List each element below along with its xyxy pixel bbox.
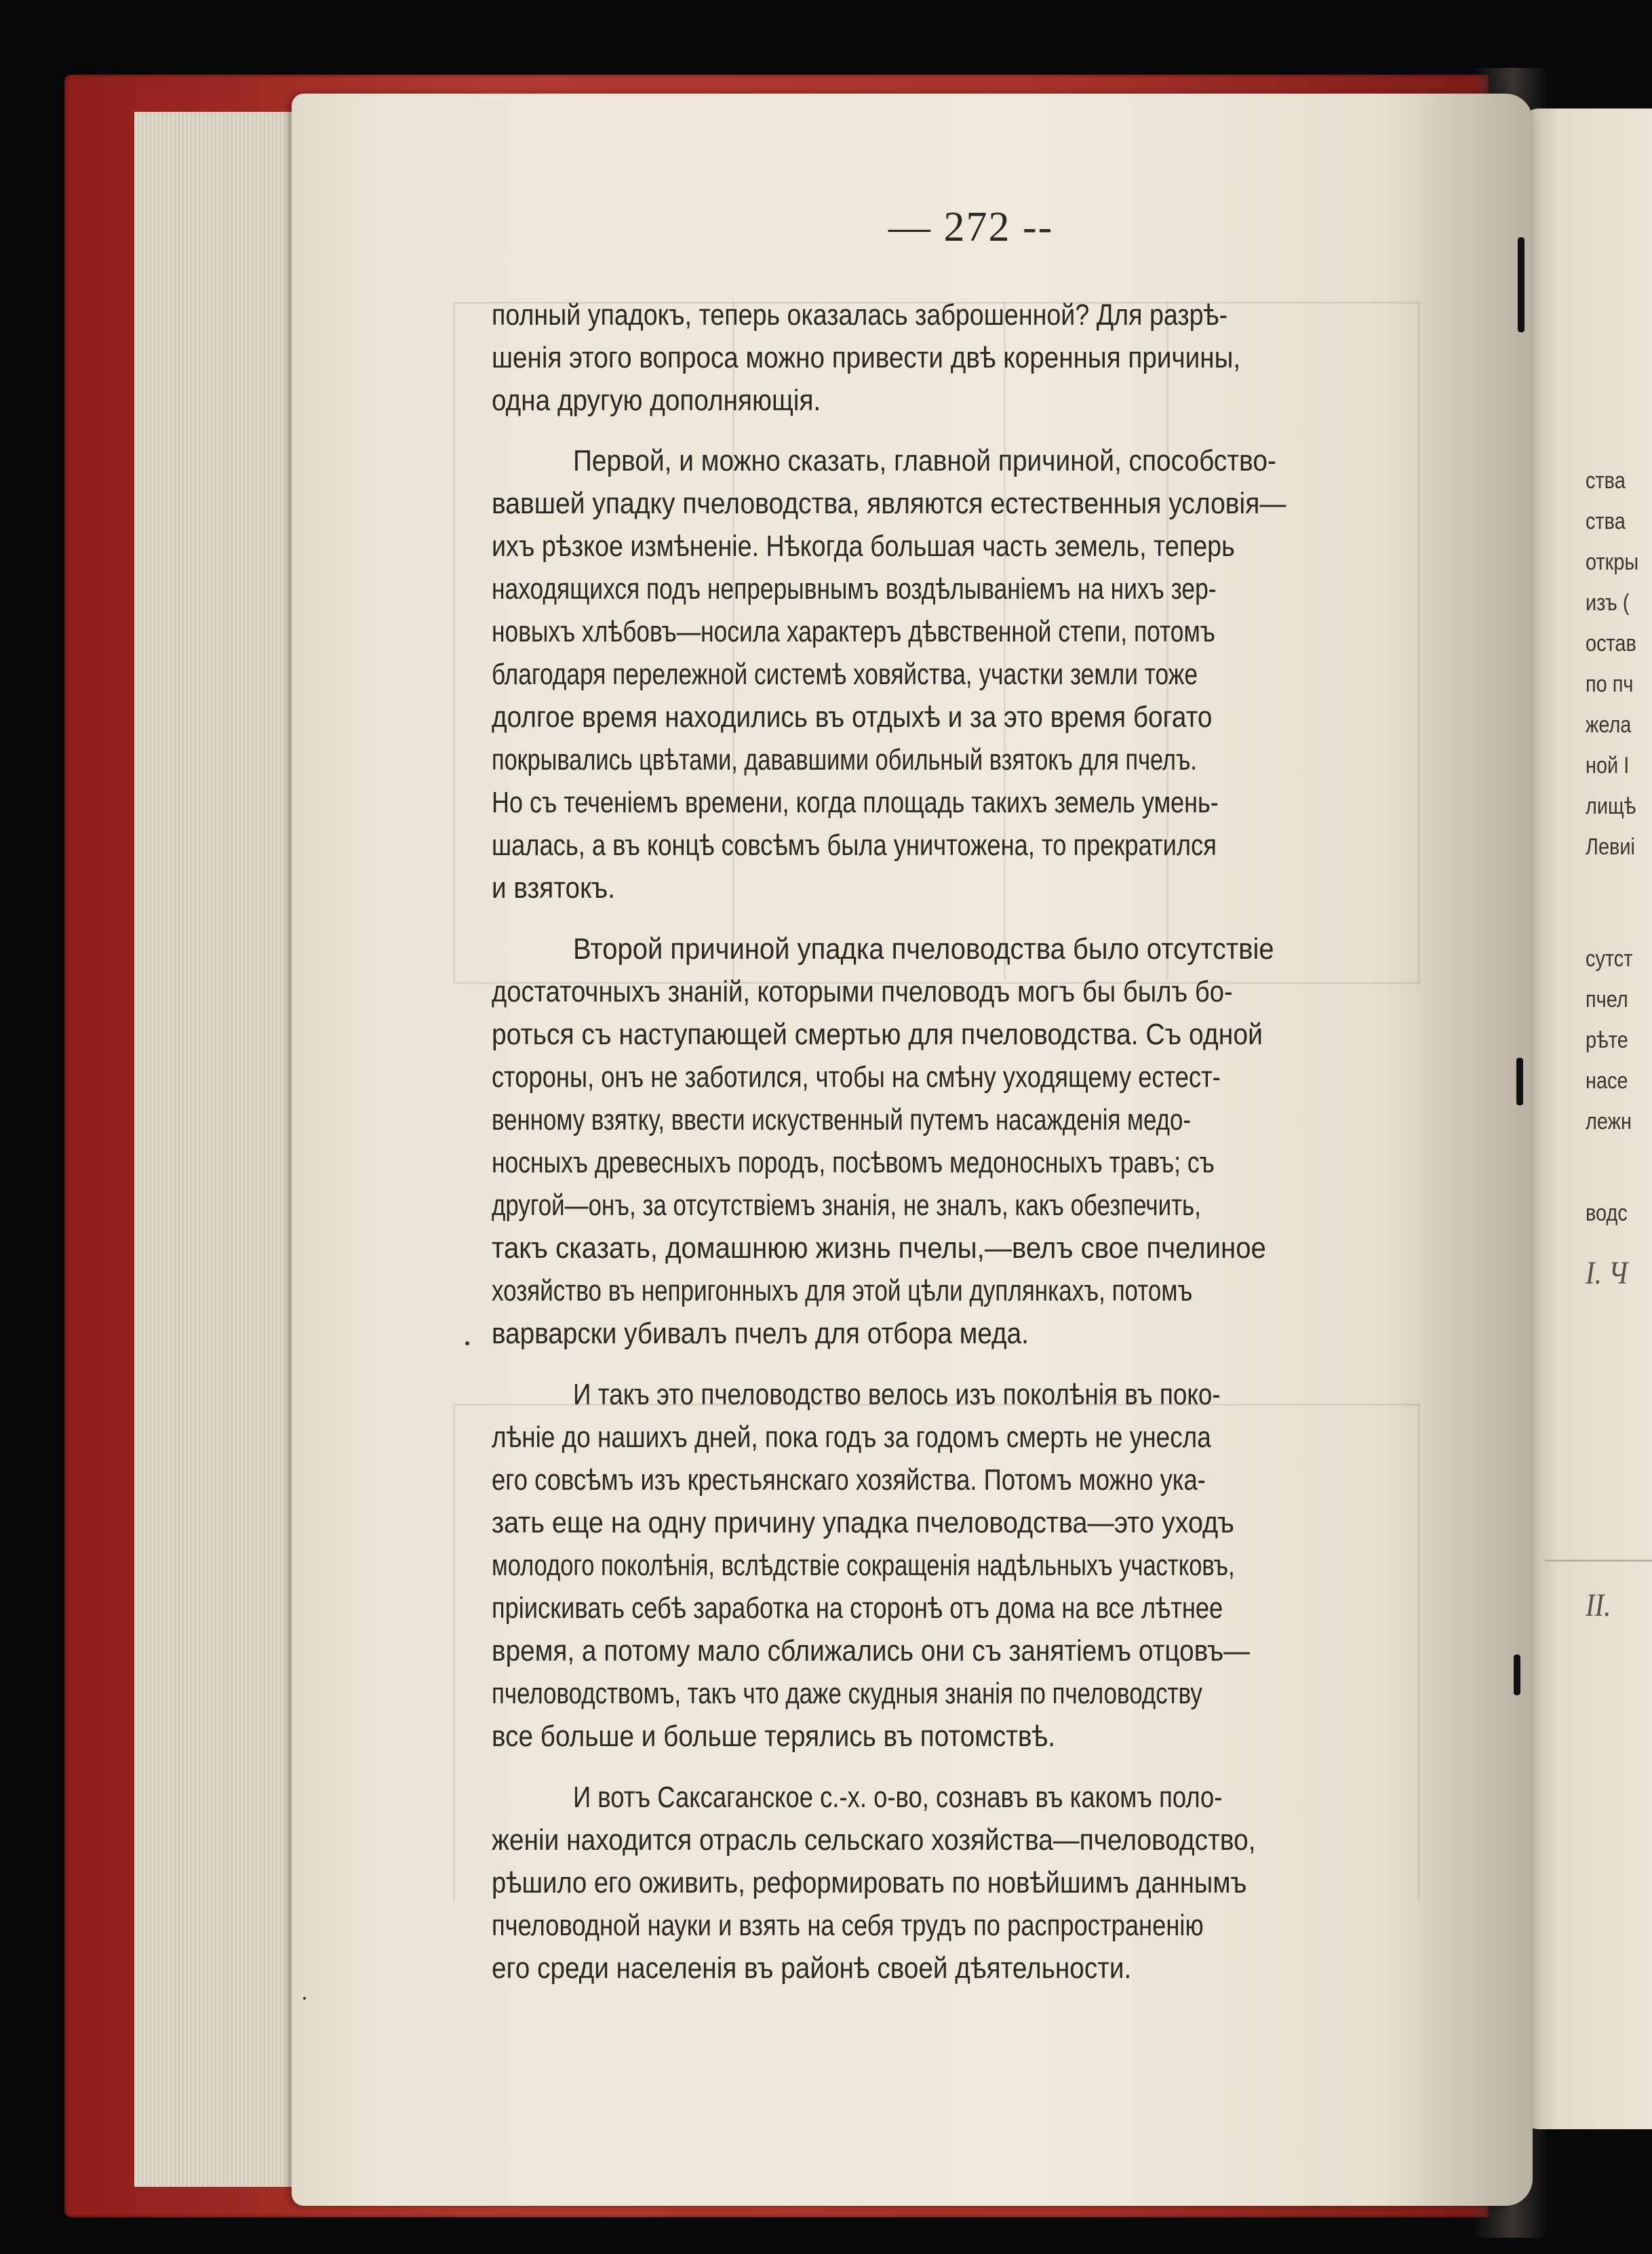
facing-page-fragment: по пч — [1586, 671, 1634, 697]
facing-page-fragment: водс — [1586, 1200, 1628, 1226]
ink-speck — [465, 1341, 469, 1345]
text-line: венному взятку, ввести искуственный путемъ насажденія медо- — [492, 1103, 1191, 1136]
text-line: одна другую дополняющія. — [492, 384, 821, 417]
text-line: новыхъ хлѣбовъ—носила характеръ дѣвственной степи, потомъ — [492, 615, 1215, 648]
gutter-mark — [1514, 1655, 1520, 1695]
facing-page-fragment: ства — [1586, 509, 1626, 534]
text-line: находящихся подъ непрерывнымъ воздѣлываніемъ на нихъ зер- — [492, 572, 1217, 606]
facing-page-fragment: ной I — [1586, 753, 1630, 778]
facing-page-fragment: остав — [1586, 631, 1636, 656]
text-line: И такъ это пчеловодство велось изъ поколѣнія въ поко- — [573, 1378, 1221, 1411]
text-line: вавшей упадку пчеловодства, являются естественныя условія— — [492, 487, 1286, 520]
text-line: его среди населенія въ районѣ своей дѣятельности. — [492, 1952, 1132, 1985]
text-line: варварски убивалъ пчелъ для отбора меда. — [492, 1317, 1029, 1350]
facing-page-fragment: откры — [1586, 549, 1639, 575]
facing-page-fragment: Левиі — [1586, 834, 1635, 860]
facing-page-fragment: сутст — [1586, 946, 1633, 972]
text-line: пріискивать себѣ заработка на сторонѣ отъ дома на все лѣтнее — [492, 1591, 1223, 1625]
text-line: все больше и больше терялись въ потомствѣ. — [492, 1720, 1056, 1753]
facing-page — [1525, 108, 1652, 2129]
gutter-mark — [1518, 237, 1525, 332]
text-line: такъ сказать, домашнюю жизнь пчелы,—велъ свое пчелиное — [492, 1231, 1266, 1265]
text-line: стороны, онъ не заботился, чтобы на смѣну уходящему естест- — [492, 1061, 1221, 1094]
text-line: ихъ рѣзкое измѣненіе. Нѣкогда большая часть земель, теперь — [492, 530, 1235, 563]
text-line: хозяйство въ непригонныхъ для этой цѣли дуплянкахъ, потомъ — [492, 1274, 1193, 1307]
text-line: лѣніе до нашихъ дней, пока годъ за годомъ смерть не унесла — [492, 1421, 1211, 1454]
text-line: его совсѣмъ изъ крестьянскаго хозяйства. Потомъ можно ука- — [492, 1463, 1206, 1497]
text-line: Первой, и можно сказать, главной причиной, способство- — [573, 444, 1276, 477]
facing-page-rule — [1545, 1560, 1652, 1562]
text-line: женіи находится отрасль сельскаго хозяйства—пчеловодство, — [492, 1823, 1256, 1857]
text-line: шалась, а въ концѣ совсѣмъ была уничтожена, то прекратился — [492, 829, 1217, 862]
facing-page-fragment: ства — [1586, 468, 1626, 494]
gutter-mark — [1516, 1058, 1523, 1105]
facing-page-fragment: лищѣ — [1586, 793, 1636, 819]
text-line: роться съ наступающей смертью для пчеловодства. Съ одной — [492, 1018, 1263, 1051]
text-line: молодого поколѣнія, вслѣдствіе сокращенія надѣльныхъ участковъ, — [492, 1549, 1235, 1582]
text-line: Но съ теченіемъ времени, когда площадь такихъ земель умень- — [492, 786, 1219, 819]
text-line: и взятокъ. — [492, 871, 615, 905]
text-line: рѣшило его оживить, реформировать по новѣйшимъ даннымъ — [492, 1866, 1247, 1899]
facing-page-roman-numeral: II. — [1586, 1587, 1611, 1623]
text-line: пчеловодной науки и взять на себя трудъ по распространенію — [492, 1909, 1204, 1942]
facing-page-fragment: насе — [1586, 1068, 1628, 1094]
page-edges — [134, 112, 311, 2187]
facing-page-fragment: лежн — [1586, 1109, 1632, 1134]
text-line: пчеловодствомъ, такъ что даже скудныя знанія по пчеловодству — [492, 1677, 1202, 1710]
facing-page-fragment: рѣте — [1586, 1027, 1628, 1053]
facing-page-fragment: пчел — [1586, 987, 1628, 1012]
facing-page-fragment: изъ ( — [1586, 590, 1630, 616]
text-line: достаточныхъ знаній, которыми пчеловодъ могъ бы былъ бо- — [492, 975, 1233, 1008]
ink-speck — [303, 1997, 306, 2000]
text-line: Второй причиной упадка пчеловодства было отсутствіе — [573, 932, 1274, 966]
text-line: полный упадокъ, теперь оказалась заброшенной? Для разрѣ- — [492, 298, 1228, 332]
text-line: другой—онъ, за отсутствіемъ знанія, не зналъ, какъ обезпечить, — [492, 1189, 1201, 1222]
facing-page-fragment: жела — [1586, 712, 1632, 738]
text-line: носныхъ древесныхъ породъ, посѣвомъ медоносныхъ травъ; съ — [492, 1146, 1215, 1179]
text-line: шенія этого вопроса можно привести двѣ коренныя причины, — [492, 341, 1241, 374]
text-line: благодаря перележной системѣ ховяйства, участки земли тоже — [492, 658, 1198, 691]
facing-page-roman-numeral: I. Ч — [1586, 1255, 1628, 1291]
text-line: покрывались цвѣтами, дававшими обильный взятокъ для пчелъ. — [492, 743, 1197, 776]
text-line: долгое время находились въ отдыхѣ и за это время богато — [492, 700, 1213, 734]
page-number: — 272 -- — [888, 204, 1054, 250]
text-line: время, а потому мало сближались они съ занятіемъ отцовъ— — [492, 1634, 1251, 1667]
text-line: И вотъ Саксаганское с.-х. о-во, сознавъ въ какомъ поло- — [573, 1781, 1223, 1814]
text-line: зать еще на одну причину упадка пчеловодства—это уходъ — [492, 1506, 1234, 1539]
